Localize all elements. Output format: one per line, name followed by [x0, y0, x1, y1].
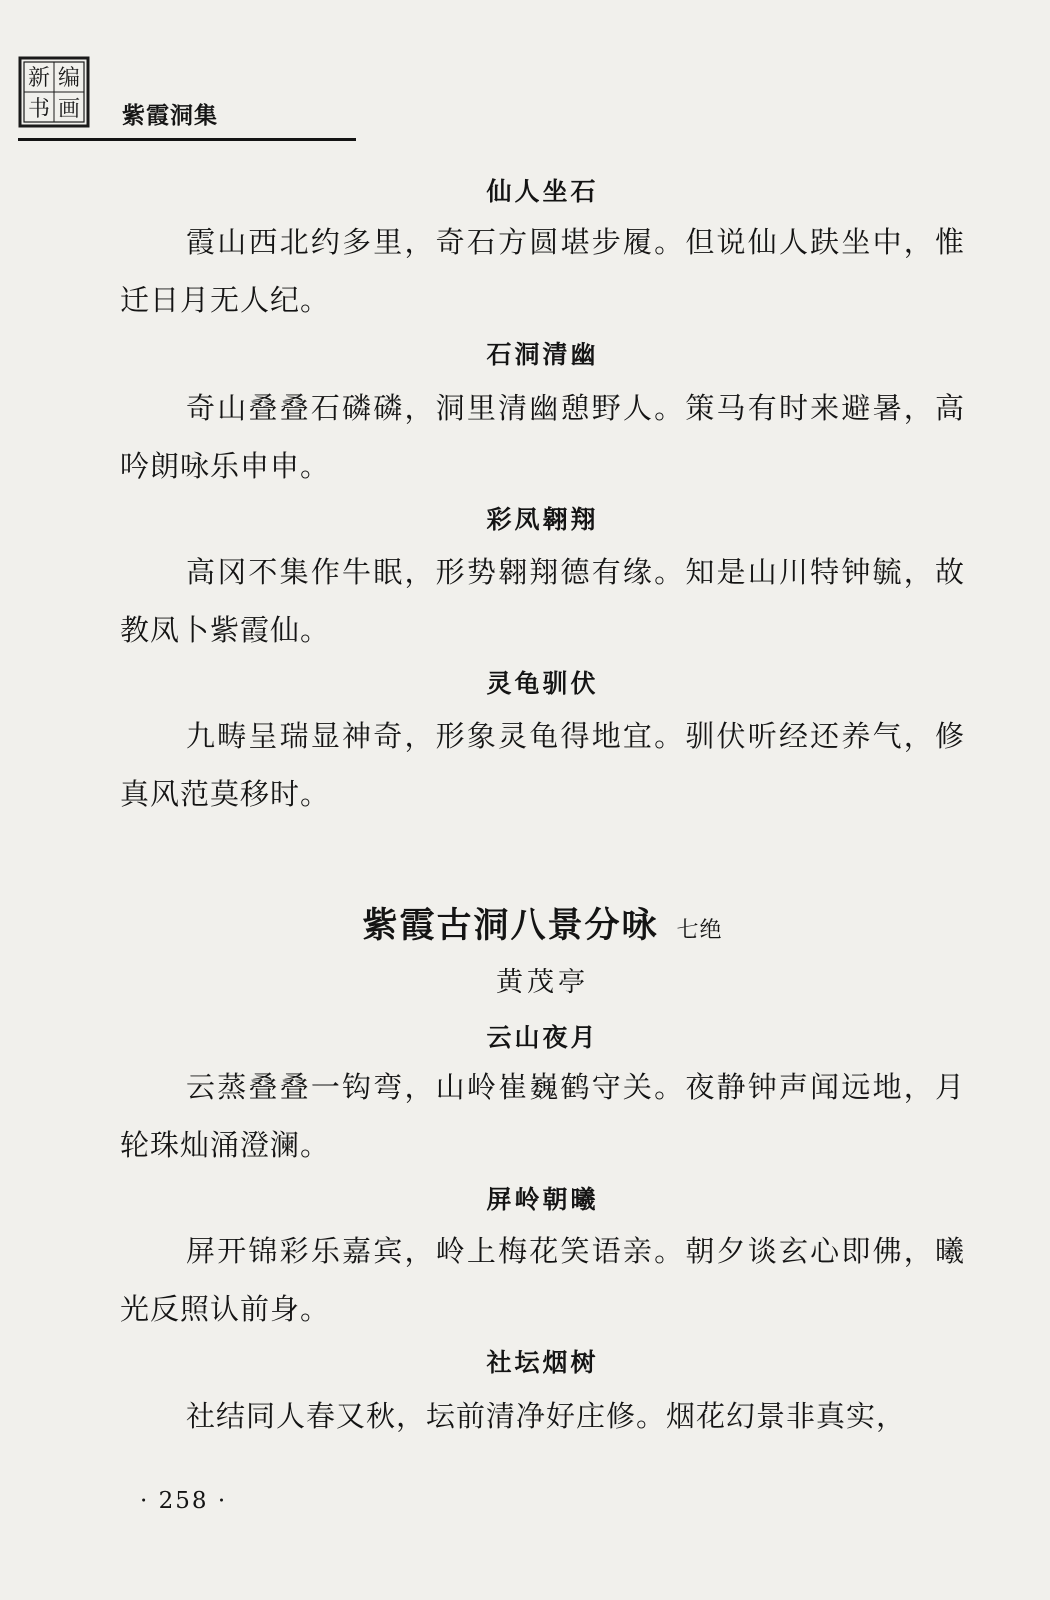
- poem-title-shetan: 社坛烟树: [486, 1348, 599, 1377]
- header-rule: [18, 138, 356, 141]
- running-header-title: 紫霞洞集: [122, 103, 218, 129]
- seal-char: 新: [27, 66, 51, 91]
- page-number: · 258 ·: [140, 1488, 228, 1514]
- section-title-text: 紫霞古洞八景分咏: [362, 905, 659, 946]
- poem-title-xianren: 仙人坐石: [486, 177, 599, 206]
- seal-logo: [18, 56, 90, 128]
- poem-body-linggui: 九畴呈瑞显神奇，形象灵龟得地宜。驯伏听经还养气，修真风范莫移时。: [120, 719, 965, 811]
- poem-body-xianren: 霞山西北约多里，奇石方圆堪步履。但说仙人趺坐中，惟迁日月无人纪。: [120, 225, 965, 317]
- seal-char: 编: [57, 66, 81, 91]
- poem-body-caifeng: 高冈不集作牛眠，形势翱翔德有缘。知是山川特钟毓，故教凤卜紫霞仙。: [120, 555, 965, 647]
- poem-body-shetan: 社结同人春又秋，坛前清净好庄修。烟花幻景非真实，: [186, 1399, 907, 1433]
- section-author: 黄茂亭: [496, 967, 589, 998]
- poem-body-pingling: 屏开锦彩乐嘉宾，岭上梅花笑语亲。朝夕谈玄心即佛，曦光反照认前身。: [120, 1234, 965, 1326]
- poem-title-shidong: 石洞清幽: [486, 340, 599, 369]
- poem-body-yunshan: 云蒸叠叠一钩弯，山岭崔巍鹤守关。夜静钟声闻远地，月轮珠灿涌澄澜。: [120, 1070, 965, 1162]
- section-title: [120, 898, 965, 948]
- seal-char: 书: [27, 97, 51, 122]
- poem-title-linggui: 灵龟驯伏: [486, 669, 599, 698]
- poem-title-yunshan: 云山夜月: [486, 1023, 599, 1052]
- seal-char: 画: [57, 97, 81, 122]
- poem-title-caifeng: 彩凤翱翔: [486, 505, 599, 534]
- poem-body-shidong: 奇山叠叠石磷磷，洞里清幽憩野人。策马有时来避暑，高吟朗咏乐申申。: [120, 391, 965, 483]
- poem-title-pingling: 屏岭朝曦: [486, 1185, 599, 1214]
- section-form-tag: 七绝: [676, 918, 723, 943]
